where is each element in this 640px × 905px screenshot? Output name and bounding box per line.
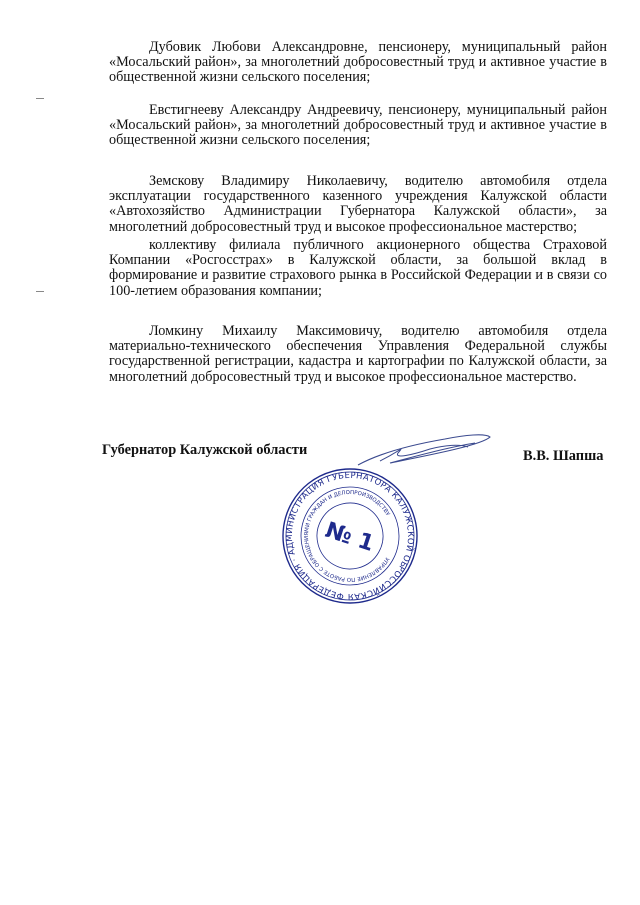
- award-paragraph-zemskov: Земскову Владимиру Николаевичу, водителю автомобиля отдела эксплуатации государственного казенного учреждения Калужской области «Автохозяйство Администрации Губернатора Калужской области», за многолетний добросовестный труд и высокое профессиональное мастерство;: [109, 173, 607, 235]
- signatory-title: Губернатор Калужской области: [102, 442, 308, 458]
- award-paragraph-evstigneev: Евстигнееву Александру Андреевичу, пенсионеру, муниципальный район «Мосальский район», за многолетний добросовестный труд и активное участие в общественной жизни сельского поселения;: [109, 102, 607, 149]
- award-paragraph-rosgosstrakh: коллективу филиала публичного акционерного общества Страховой Компании «Росгосстрах» в Калужской области, за большой вклад в формирование и развитие страхового рынка в Российской Федерации и в связи со 100-летием образования компании;: [109, 237, 607, 299]
- award-paragraph-dubovik: Дубовик Любови Александровне, пенсионеру, муниципальный район «Мосальский район», за многолетний добросовестный труд и активное участие в общественной жизни сельского поселения;: [109, 39, 607, 86]
- seal-outer-text: РОССИЙСКАЯ ФЕДЕРАЦИЯ · АДМИНИСТРАЦИЯ ГУБЕРНАТОРА КАЛУЖСКОЙ ОБЛАСТИ: [283, 469, 417, 603]
- margin-mark: [36, 291, 44, 292]
- award-paragraph-lomkin: Ломкину Михаилу Максимовичу, водителю автомобиля отдела материально-технического обеспечения Управления Федеральной службы государственной регистрации, кадастра и картографии по Калужской области, за многолетний добросовестный труд и высокое профессиональное мастерство.: [109, 323, 607, 385]
- official-seal: [280, 466, 420, 606]
- seal-inner-text: УПРАВЛЕНИЕ ПО РАБОТЕ С ОБРАЩЕНИЯМИ ГРАЖДАН И ДЕЛОПРОИЗВОДСТВУ: [303, 489, 391, 583]
- margin-mark: [36, 98, 44, 99]
- signatory-name: В.В. Шапша: [523, 448, 604, 464]
- seal-number: № 1: [322, 517, 377, 557]
